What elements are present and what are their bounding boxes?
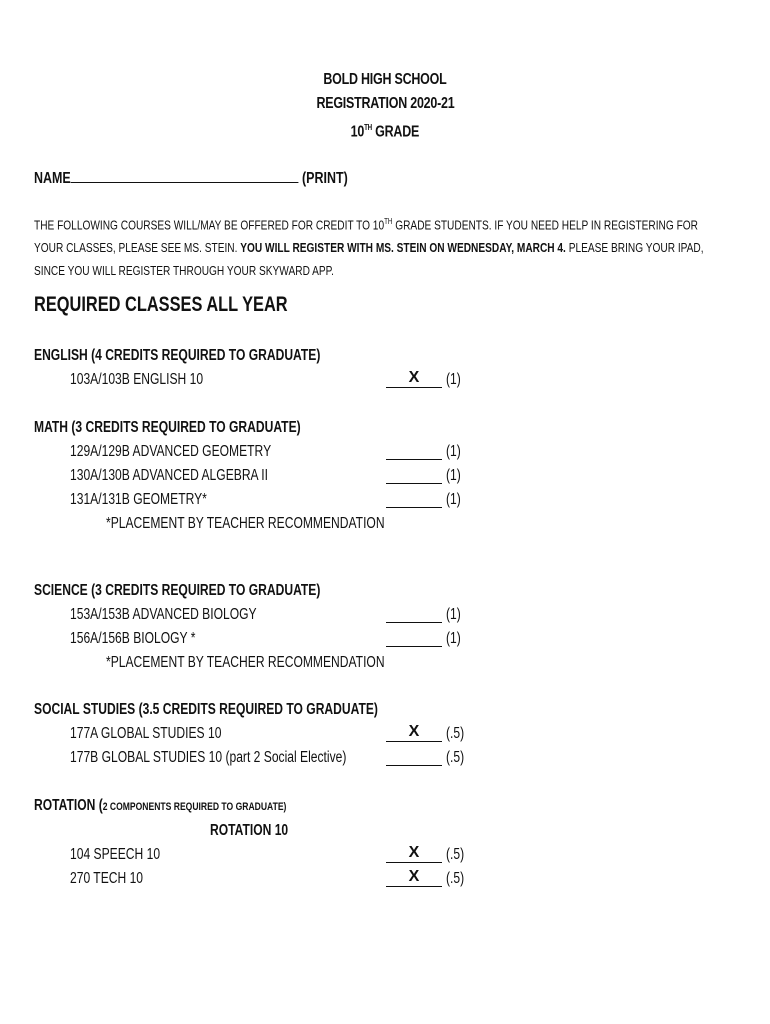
course-selection-field[interactable] bbox=[386, 440, 442, 460]
name-row bbox=[34, 168, 436, 188]
social-studies-section bbox=[34, 698, 734, 770]
course-credit: (.5) bbox=[446, 749, 465, 766]
placement-note-row bbox=[34, 651, 734, 675]
course-name: 156A/156B BIOLOGY * bbox=[70, 630, 196, 647]
course-name: 104 SPEECH 10 bbox=[70, 846, 161, 863]
course-row bbox=[34, 843, 734, 867]
section-title: ROTATION (2 COMPONENTS REQUIRED TO GRADUATE) bbox=[34, 797, 287, 814]
course-credit: (.5) bbox=[446, 846, 465, 863]
placement-note: *PLACEMENT BY TEACHER RECOMMENDATION bbox=[106, 515, 385, 532]
course-name: 153A/153B ADVANCED BIOLOGY bbox=[70, 606, 257, 623]
placement-note: *PLACEMENT BY TEACHER RECOMMENDATION bbox=[106, 654, 385, 671]
course-row bbox=[34, 440, 734, 464]
course-name: 130A/130B ADVANCED ALGEBRA II bbox=[70, 467, 269, 484]
course-credit: (1) bbox=[446, 371, 461, 388]
course-row bbox=[34, 722, 734, 746]
section-title: SCIENCE (3 CREDITS REQUIRED TO GRADUATE) bbox=[34, 582, 321, 599]
course-selection-field[interactable]: X bbox=[386, 722, 442, 742]
course-row bbox=[34, 603, 734, 627]
intro-paragraph: THE FOLLOWING COURSES WILL/MAY BE OFFERED FOR CREDIT TO 10TH GRADE STUDENTS. IF YOU NEED HELP IN REGISTERING FOR YOUR CLASSES, PLEASE SEE MS. STEIN. YOU WILL REGISTER WITH MS. STEIN ON WEDNESDAY, MARCH 4. PLEASE BRING YOUR IPAD, SINCE YOU WILL REGISTER THROUGH YOUR SKYWARD APP. bbox=[34, 217, 704, 279]
name-field[interactable] bbox=[71, 168, 299, 183]
course-selection-field[interactable]: X bbox=[386, 368, 442, 388]
course-name: 177B GLOBAL STUDIES 10 (part 2 Social Elective) bbox=[70, 749, 347, 766]
course-selection-field[interactable] bbox=[386, 464, 442, 484]
course-name: 131A/131B GEOMETRY* bbox=[70, 491, 207, 508]
course-row bbox=[34, 746, 734, 770]
course-credit: (.5) bbox=[446, 725, 465, 742]
course-selection-field[interactable] bbox=[386, 746, 442, 766]
english-section bbox=[34, 344, 734, 392]
rotation-subtitle-row bbox=[34, 819, 734, 843]
name-label: NAME bbox=[34, 170, 71, 187]
science-section bbox=[34, 579, 734, 675]
course-selection-field[interactable] bbox=[386, 488, 442, 508]
section-title: SOCIAL STUDIES (3.5 CREDITS REQUIRED TO GRADUATE) bbox=[34, 701, 378, 718]
required-classes-heading: REQUIRED CLASSES ALL YEAR bbox=[34, 293, 288, 316]
math-section bbox=[34, 416, 734, 536]
course-credit: (.5) bbox=[446, 870, 465, 887]
section-title: MATH (3 CREDITS REQUIRED TO GRADUATE) bbox=[34, 419, 301, 436]
course-name: 177A GLOBAL STUDIES 10 bbox=[70, 725, 222, 742]
course-name: 103A/103B ENGLISH 10 bbox=[70, 371, 204, 388]
course-credit: (1) bbox=[446, 606, 461, 623]
grade-level: 10TH GRADE bbox=[350, 123, 420, 141]
school-name: BOLD HIGH SCHOOL bbox=[323, 71, 447, 88]
rotation-section bbox=[34, 794, 734, 891]
section-title: ENGLISH (4 CREDITS REQUIRED TO GRADUATE) bbox=[34, 347, 321, 364]
document-header bbox=[0, 68, 770, 144]
placement-note-row bbox=[34, 512, 734, 536]
course-selection-field[interactable] bbox=[386, 627, 442, 647]
course-name: 129A/129B ADVANCED GEOMETRY bbox=[70, 443, 272, 460]
course-row bbox=[34, 488, 734, 512]
course-row bbox=[34, 627, 734, 651]
course-selection-field[interactable]: X bbox=[386, 867, 442, 887]
course-selection-field[interactable]: X bbox=[386, 843, 442, 863]
course-credit: (1) bbox=[446, 630, 461, 647]
course-name: 270 TECH 10 bbox=[70, 870, 144, 887]
rotation-subtitle: ROTATION 10 bbox=[210, 822, 289, 839]
course-row bbox=[34, 368, 734, 392]
course-row bbox=[34, 867, 734, 891]
print-label: (PRINT) bbox=[301, 170, 348, 187]
course-credit: (1) bbox=[446, 443, 461, 460]
course-credit: (1) bbox=[446, 467, 461, 484]
course-credit: (1) bbox=[446, 491, 461, 508]
course-selection-field[interactable] bbox=[386, 603, 442, 623]
registration-year: REGISTRATION 2020-21 bbox=[316, 95, 454, 112]
course-row bbox=[34, 464, 734, 488]
